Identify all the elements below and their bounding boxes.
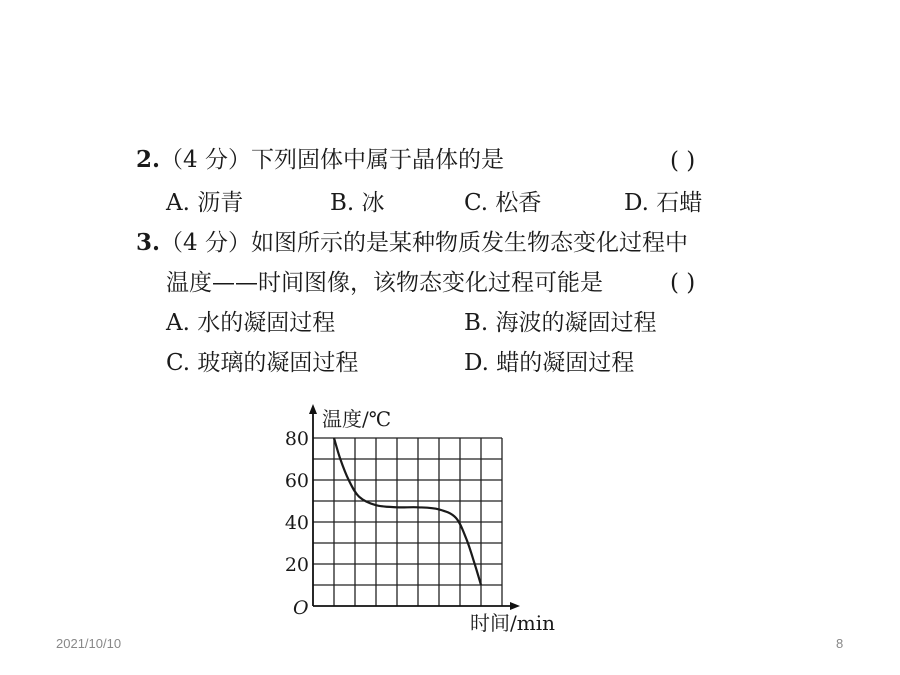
q2-stem: （4 分）下列固体中属于晶体的是 xyxy=(160,147,504,173)
q3-option-b: B. 海波的凝固过程 xyxy=(464,310,657,336)
y-axis-arrow-icon xyxy=(309,404,317,414)
q2-option-a: A. 沥青 xyxy=(166,190,244,216)
chart-tick-labels xyxy=(285,428,309,576)
q3-option-d: D. 蜡的凝固过程 xyxy=(464,350,635,376)
y-tick-label: 60 xyxy=(284,470,309,492)
origin-label: O xyxy=(293,597,309,619)
q3-option-a: A. 水的凝固过程 xyxy=(166,310,336,336)
q3-number: 3. xyxy=(136,229,161,256)
q2-number: 2. xyxy=(136,146,161,173)
q2-option-d: D. 石蜡 xyxy=(624,190,703,216)
q3-stem-line2: 温度——时间图像，该物态变化过程可能是 xyxy=(166,270,603,296)
q3-stem-1: （4 分）如图所示的是某种物质发生物态变化过程中 xyxy=(160,230,688,256)
q3-option-c: C. 玻璃的凝固过程 xyxy=(166,350,359,376)
q2-answer-paren: ( ) xyxy=(670,148,696,174)
x-axis-label: 时间/min xyxy=(470,611,555,635)
y-tick-label: 40 xyxy=(284,512,309,534)
y-tick-label: 80 xyxy=(284,428,309,450)
footer-date: 2021/10/10 xyxy=(56,636,122,651)
temperature-curve xyxy=(334,438,481,585)
y-axis-label: 温度/℃ xyxy=(322,407,392,431)
q3-answer-paren: ( ) xyxy=(670,270,696,296)
y-tick-label: 20 xyxy=(284,554,309,576)
x-axis-arrow-icon xyxy=(510,602,520,610)
q2-option-c: C. 松香 xyxy=(464,190,542,216)
q2-option-b: B. 冰 xyxy=(330,190,385,216)
footer-page-number: 8 xyxy=(836,636,844,651)
